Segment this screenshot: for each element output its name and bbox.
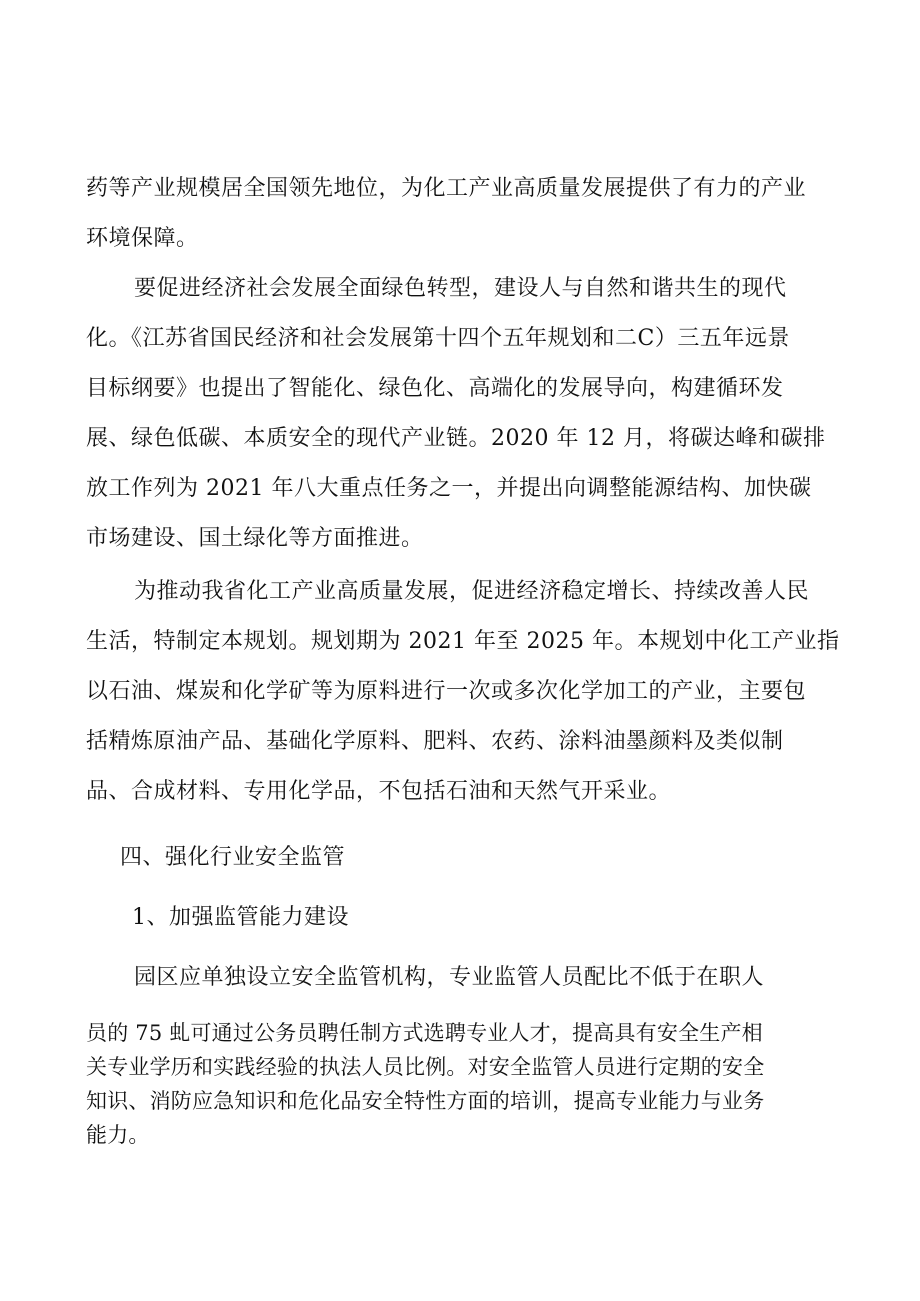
paragraph-2-line-5: 放工作列为 2021 年八大重点任务之一，并提出向调整能源结构、加快碳 [86, 476, 812, 501]
paragraph-2-line-6: 市场建设、国土绿化等方面推进。 [86, 526, 424, 551]
paragraph-4-line-5: 能力。 [86, 1123, 150, 1147]
paragraph-4-line-1: 园区应单独设立安全监管机构，专业监管人员配比不低于在职人 [134, 965, 765, 990]
paragraph-4-line-2: 员的 75 虬可通过公务员聘任制方式选聘专业人才，提高具有安全生产相 [86, 1021, 763, 1045]
paragraph-4-line-4: 知识、消防应急知识和危化品安全特性方面的培训，提高专业能力与业务 [86, 1089, 765, 1113]
paragraph-3-line-2: 生活，特制定本规划。规划期为 2021 年至 2025 年。本规划中化工产业指 [86, 629, 840, 654]
paragraph-3-line-5: 品、合成材料、专用化学品，不包括石油和天然气开采业。 [86, 779, 672, 804]
subsection-heading: 1、加强监管能力建设 [132, 905, 349, 930]
paragraph-1-line-1: 药等产业规模居全国领先地位，为化工产业高质量发展提供了有力的产业 [86, 176, 807, 201]
paragraph-2-line-3: 目标纲要》也提出了智能化、绿色化、高端化的发展导向，构建循环发 [86, 376, 784, 401]
paragraph-3-line-3: 以石油、煤炭和化学矿等为原料进行一次或多次化学加工的产业，主要包 [86, 679, 807, 704]
paragraph-3-line-1: 为推动我省化工产业高质量发展，促进经济稳定增长、持续改善人民 [134, 579, 810, 604]
paragraph-2-line-2: 化。《江苏省国民经济和社会发展第十四个五年规划和二C）三五年远景 [86, 326, 790, 351]
section-heading: 四、强化行业安全监管 [120, 845, 346, 870]
paragraph-2-line-4: 展、绿色低碳、本质安全的现代产业链。2020 年 12 月，将碳达峰和碳排 [86, 426, 826, 451]
paragraph-4-line-3: 关专业学历和实践经验的执法人员比例。对安全监管人员进行定期的安全 [86, 1055, 765, 1079]
paragraph-2-line-1: 要促进经济社会发展全面绿色转型，建设人与自然和谐共生的现代 [134, 276, 787, 301]
paragraph-1-line-2: 环境保障。 [86, 226, 199, 251]
paragraph-3-line-4: 括精炼原油产品、基础化学原料、肥料、农药、涂料油墨颜料及类似制 [86, 729, 784, 754]
